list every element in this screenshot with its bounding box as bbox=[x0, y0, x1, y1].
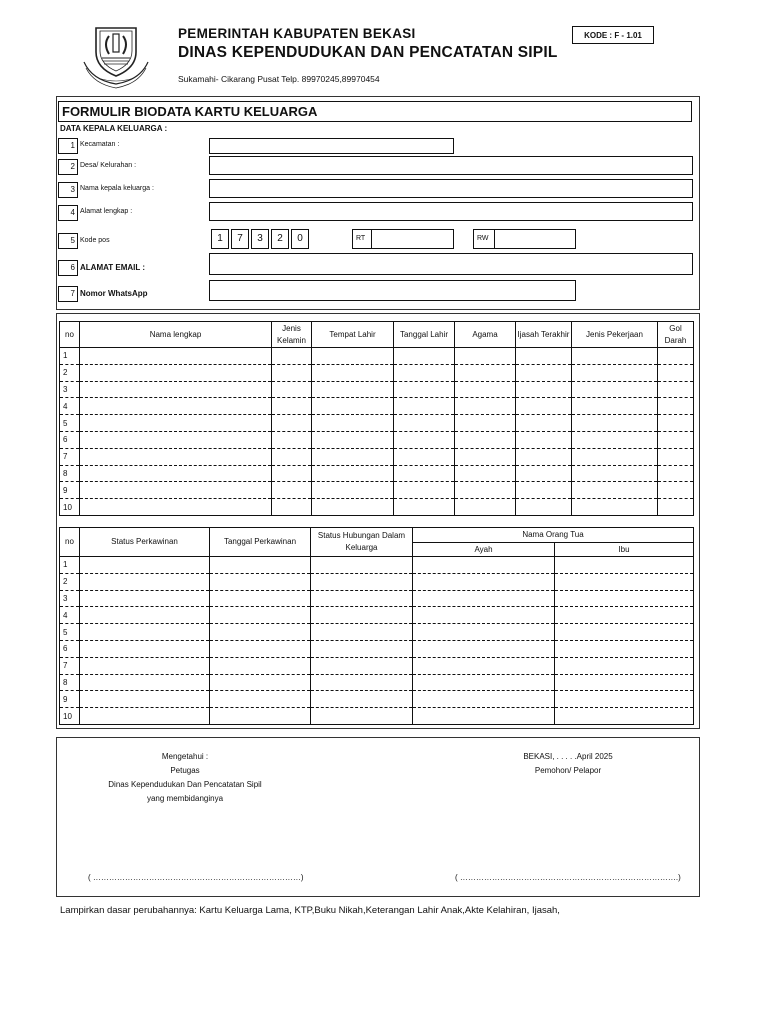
row-number: 6 bbox=[60, 431, 80, 448]
column-header: Gol Darah bbox=[658, 322, 694, 348]
table-cell[interactable] bbox=[658, 465, 694, 482]
form-title: FORMULIR BIODATA KARTU KELUARGA bbox=[58, 101, 692, 122]
form-code-badge: KODE : F - 1.01 bbox=[572, 26, 654, 44]
table-row bbox=[60, 573, 694, 590]
column-header: Tanggal Perkawinan bbox=[210, 528, 311, 557]
signature-line: Dinas Kependudukan Dan Pencatatan Sipil bbox=[108, 780, 262, 789]
column-header: no bbox=[60, 528, 80, 557]
column-header: Nama lengkap bbox=[80, 322, 272, 348]
row-number: 4 bbox=[60, 607, 80, 624]
table-cell[interactable] bbox=[394, 431, 455, 448]
table-cell[interactable] bbox=[555, 640, 694, 657]
rw-label: RW bbox=[473, 229, 495, 249]
table-cell[interactable] bbox=[80, 482, 272, 499]
table-cell[interactable] bbox=[272, 482, 312, 499]
table-row bbox=[60, 624, 694, 641]
table-cell[interactable] bbox=[394, 499, 455, 516]
table-cell[interactable] bbox=[413, 590, 555, 607]
field-number: 6 bbox=[58, 260, 78, 276]
applicant-name-line[interactable]: ( ……………………………………………………………………….) bbox=[455, 873, 681, 882]
table-cell[interactable] bbox=[455, 364, 516, 381]
table-row bbox=[60, 657, 694, 674]
nama-kepala-keluarga-label: Nama kepala keluarga : bbox=[80, 185, 154, 192]
table-cell[interactable] bbox=[572, 499, 658, 516]
table-row bbox=[60, 398, 694, 415]
table-row bbox=[60, 465, 694, 482]
table-cell[interactable] bbox=[80, 640, 210, 657]
table-cell[interactable] bbox=[413, 708, 555, 725]
table-cell[interactable] bbox=[272, 364, 312, 381]
postal-digit[interactable]: 3 bbox=[251, 229, 269, 249]
table-row bbox=[60, 415, 694, 432]
officer-signature-block bbox=[80, 750, 290, 806]
signature-line: BEKASI, . . . . .April 2025 bbox=[523, 752, 613, 761]
table-cell[interactable] bbox=[394, 348, 455, 365]
table-cell[interactable] bbox=[311, 607, 413, 624]
table-cell[interactable] bbox=[80, 674, 210, 691]
table-cell[interactable] bbox=[516, 465, 572, 482]
table-cell[interactable] bbox=[394, 415, 455, 432]
table-cell[interactable] bbox=[394, 398, 455, 415]
nomor-whatsapp-label: Nomor WhatsApp bbox=[80, 289, 148, 298]
table-cell[interactable] bbox=[311, 590, 413, 607]
row-number: 8 bbox=[60, 674, 80, 691]
row-number: 5 bbox=[60, 624, 80, 641]
table-cell[interactable] bbox=[413, 607, 555, 624]
table-cell[interactable] bbox=[572, 364, 658, 381]
table-cell[interactable] bbox=[394, 482, 455, 499]
row-number: 9 bbox=[60, 482, 80, 499]
kecamatan-input[interactable] bbox=[209, 138, 454, 154]
rt-input[interactable] bbox=[371, 229, 454, 249]
field-number: 2 bbox=[58, 159, 78, 175]
desa-kelurahan-label: Desa/ Kelurahan : bbox=[80, 162, 137, 169]
government-name: PEMERINTAH KABUPATEN BEKASI bbox=[178, 26, 416, 41]
table-cell[interactable] bbox=[455, 499, 516, 516]
row-number: 7 bbox=[60, 657, 80, 674]
table-row bbox=[60, 448, 694, 465]
column-header: Status Hubungan Dalam Keluarga bbox=[311, 528, 413, 557]
table-cell[interactable] bbox=[572, 431, 658, 448]
table-cell[interactable] bbox=[516, 364, 572, 381]
row-number: 1 bbox=[60, 557, 80, 574]
table-cell[interactable] bbox=[311, 691, 413, 708]
table-row bbox=[60, 381, 694, 398]
table-cell[interactable] bbox=[555, 557, 694, 574]
column-header: Status Perkawinan bbox=[80, 528, 210, 557]
alamat-lengkap-input[interactable] bbox=[209, 202, 693, 221]
table-cell[interactable] bbox=[555, 657, 694, 674]
row-number: 7 bbox=[60, 448, 80, 465]
kabupaten-bekasi-emblem-icon bbox=[76, 22, 156, 92]
alamat-email-label: ALAMAT EMAIL : bbox=[80, 263, 146, 272]
table-cell[interactable] bbox=[80, 624, 210, 641]
table-cell[interactable] bbox=[413, 674, 555, 691]
row-number: 2 bbox=[60, 573, 80, 590]
column-header: Nama Orang Tua bbox=[413, 528, 694, 543]
table-cell[interactable] bbox=[394, 448, 455, 465]
table-cell[interactable] bbox=[555, 607, 694, 624]
table-cell[interactable] bbox=[80, 348, 272, 365]
table-cell[interactable] bbox=[272, 431, 312, 448]
signature-line: yang membidanginya bbox=[146, 794, 224, 803]
table-cell[interactable] bbox=[572, 465, 658, 482]
table-cell[interactable] bbox=[516, 499, 572, 516]
kecamatan-label: Kecamatan : bbox=[80, 141, 120, 148]
table-cell[interactable] bbox=[658, 348, 694, 365]
column-header: Tanggal Lahir bbox=[394, 322, 455, 348]
table-cell[interactable] bbox=[312, 465, 394, 482]
table-cell[interactable] bbox=[80, 398, 272, 415]
table-row bbox=[60, 364, 694, 381]
table-cell[interactable] bbox=[80, 415, 272, 432]
field-number: 1 bbox=[58, 138, 78, 154]
table-cell[interactable] bbox=[272, 348, 312, 365]
table-cell[interactable] bbox=[80, 381, 272, 398]
table-cell[interactable] bbox=[80, 557, 210, 574]
column-subheader: Ibu bbox=[555, 543, 694, 557]
alamat-lengkap-label: Alamat lengkap : bbox=[80, 208, 133, 215]
table-cell[interactable] bbox=[658, 381, 694, 398]
table-cell[interactable] bbox=[80, 607, 210, 624]
table-row bbox=[60, 640, 694, 657]
table-cell[interactable] bbox=[210, 640, 311, 657]
table-cell[interactable] bbox=[658, 448, 694, 465]
table-cell[interactable] bbox=[455, 482, 516, 499]
column-header: no bbox=[60, 322, 80, 348]
table-cell[interactable] bbox=[413, 640, 555, 657]
table-row bbox=[60, 348, 694, 365]
table-row bbox=[60, 691, 694, 708]
family-members-table bbox=[59, 321, 694, 516]
table-cell[interactable] bbox=[210, 607, 311, 624]
column-header: Agama bbox=[455, 322, 516, 348]
table-cell[interactable] bbox=[394, 364, 455, 381]
table-cell[interactable] bbox=[516, 482, 572, 499]
table-cell[interactable] bbox=[572, 348, 658, 365]
table-cell[interactable] bbox=[312, 415, 394, 432]
signature-line: Pemohon/ Pelapor bbox=[534, 766, 602, 775]
table-cell[interactable] bbox=[658, 482, 694, 499]
table-cell[interactable] bbox=[516, 415, 572, 432]
table-cell[interactable] bbox=[516, 448, 572, 465]
table-cell[interactable] bbox=[572, 398, 658, 415]
table-cell[interactable] bbox=[80, 657, 210, 674]
table-row bbox=[60, 607, 694, 624]
table-cell[interactable] bbox=[413, 657, 555, 674]
row-number: 10 bbox=[60, 499, 80, 516]
table-cell[interactable] bbox=[658, 431, 694, 448]
table-cell[interactable] bbox=[455, 415, 516, 432]
table-cell[interactable] bbox=[311, 573, 413, 590]
table-cell[interactable] bbox=[312, 448, 394, 465]
table-cell[interactable] bbox=[80, 448, 272, 465]
marital-status-table bbox=[59, 527, 694, 725]
section-label: DATA KEPALA KELUARGA : bbox=[60, 124, 168, 133]
table-cell[interactable] bbox=[210, 624, 311, 641]
table-cell[interactable] bbox=[210, 691, 311, 708]
table-cell[interactable] bbox=[80, 465, 272, 482]
column-subheader: Ayah bbox=[413, 543, 555, 557]
table-cell[interactable] bbox=[516, 348, 572, 365]
table-cell[interactable] bbox=[80, 691, 210, 708]
row-number: 5 bbox=[60, 415, 80, 432]
table-row bbox=[60, 431, 694, 448]
column-header: Jenis Pekerjaan bbox=[572, 322, 658, 348]
row-number: 1 bbox=[60, 348, 80, 365]
table-row bbox=[60, 708, 694, 725]
rw-input[interactable] bbox=[494, 229, 576, 249]
table-cell[interactable] bbox=[272, 415, 312, 432]
table-cell[interactable] bbox=[311, 624, 413, 641]
table-cell[interactable] bbox=[455, 381, 516, 398]
postal-digit[interactable]: 7 bbox=[231, 229, 249, 249]
nama-kepala-keluarga-input[interactable] bbox=[209, 179, 693, 198]
row-number: 3 bbox=[60, 381, 80, 398]
table-cell[interactable] bbox=[555, 691, 694, 708]
row-number: 2 bbox=[60, 364, 80, 381]
table-cell[interactable] bbox=[413, 557, 555, 574]
table-cell[interactable] bbox=[210, 590, 311, 607]
signature-line: Mengetahui : bbox=[161, 752, 209, 761]
field-number: 3 bbox=[58, 182, 78, 198]
email-input[interactable] bbox=[209, 253, 693, 275]
table-cell[interactable] bbox=[516, 398, 572, 415]
signature-line: Petugas bbox=[170, 766, 200, 775]
field-number: 5 bbox=[58, 233, 78, 249]
attachment-note: Lampirkan dasar perubahannya: Kartu Keluarga Lama, KTP,Buku Nikah,Keterangan Lahir Anak,Akte Kelahiran, Ijasah, bbox=[60, 905, 560, 916]
table-row bbox=[60, 674, 694, 691]
column-header: Jenis Kelamin bbox=[272, 322, 312, 348]
agency-name: DINAS KEPENDUDUKAN DAN PENCATATAN SIPIL bbox=[178, 44, 558, 61]
table-cell[interactable] bbox=[80, 364, 272, 381]
row-number: 3 bbox=[60, 590, 80, 607]
row-number: 10 bbox=[60, 708, 80, 725]
table-cell[interactable] bbox=[572, 415, 658, 432]
table-cell[interactable] bbox=[80, 573, 210, 590]
table-cell[interactable] bbox=[413, 691, 555, 708]
table-cell[interactable] bbox=[210, 557, 311, 574]
table-cell[interactable] bbox=[312, 381, 394, 398]
table-cell[interactable] bbox=[413, 624, 555, 641]
table-cell[interactable] bbox=[311, 557, 413, 574]
row-number: 8 bbox=[60, 465, 80, 482]
row-number: 9 bbox=[60, 691, 80, 708]
officer-name-line[interactable]: ( ……………………………………………………………………) bbox=[88, 873, 304, 882]
table-cell[interactable] bbox=[658, 415, 694, 432]
column-header: Ijasah Terakhir bbox=[516, 322, 572, 348]
table-row bbox=[60, 590, 694, 607]
postal-digit[interactable]: 0 bbox=[291, 229, 309, 249]
table-cell[interactable] bbox=[80, 499, 272, 516]
table-cell[interactable] bbox=[272, 398, 312, 415]
table-cell[interactable] bbox=[572, 448, 658, 465]
postal-digit[interactable]: 2 bbox=[271, 229, 289, 249]
table-cell[interactable] bbox=[394, 381, 455, 398]
postal-digit[interactable]: 1 bbox=[211, 229, 229, 249]
table-cell[interactable] bbox=[455, 465, 516, 482]
table-cell[interactable] bbox=[312, 482, 394, 499]
row-number: 4 bbox=[60, 398, 80, 415]
table-cell[interactable] bbox=[312, 348, 394, 365]
desa-kelurahan-input[interactable] bbox=[209, 156, 693, 175]
applicant-signature-block bbox=[478, 750, 658, 778]
table-cell[interactable] bbox=[210, 674, 311, 691]
table-cell[interactable] bbox=[455, 448, 516, 465]
table-cell[interactable] bbox=[516, 431, 572, 448]
table-cell[interactable] bbox=[658, 364, 694, 381]
column-header: Tempat Lahir bbox=[312, 322, 394, 348]
table-cell[interactable] bbox=[555, 590, 694, 607]
table-cell[interactable] bbox=[555, 573, 694, 590]
table-cell[interactable] bbox=[210, 573, 311, 590]
table-cell[interactable] bbox=[311, 674, 413, 691]
table-row bbox=[60, 482, 694, 499]
table-cell[interactable] bbox=[272, 381, 312, 398]
field-number: 4 bbox=[58, 205, 78, 221]
table-cell[interactable] bbox=[658, 499, 694, 516]
table-cell[interactable] bbox=[272, 448, 312, 465]
table-cell[interactable] bbox=[455, 348, 516, 365]
table-cell[interactable] bbox=[312, 499, 394, 516]
table-cell[interactable] bbox=[210, 657, 311, 674]
table-cell[interactable] bbox=[311, 657, 413, 674]
table-cell[interactable] bbox=[272, 465, 312, 482]
table-cell[interactable] bbox=[311, 708, 413, 725]
table-cell[interactable] bbox=[394, 465, 455, 482]
table-cell[interactable] bbox=[572, 482, 658, 499]
kode-pos-label: Kode pos bbox=[80, 237, 110, 244]
table-cell[interactable] bbox=[80, 590, 210, 607]
table-cell[interactable] bbox=[455, 398, 516, 415]
table-cell[interactable] bbox=[312, 364, 394, 381]
table-cell[interactable] bbox=[555, 674, 694, 691]
table-cell[interactable] bbox=[272, 499, 312, 516]
table-row bbox=[60, 557, 694, 574]
table-cell[interactable] bbox=[312, 431, 394, 448]
row-number: 6 bbox=[60, 640, 80, 657]
table-cell[interactable] bbox=[210, 708, 311, 725]
table-cell[interactable] bbox=[413, 573, 555, 590]
table-cell[interactable] bbox=[312, 398, 394, 415]
table-cell[interactable] bbox=[516, 381, 572, 398]
table-row bbox=[60, 499, 694, 516]
table-cell[interactable] bbox=[658, 398, 694, 415]
table-cell[interactable] bbox=[80, 708, 210, 725]
table-cell[interactable] bbox=[555, 708, 694, 725]
agency-address: Sukamahi- Cikarang Pusat Telp. 89970245,89970454 bbox=[178, 74, 380, 84]
table-cell[interactable] bbox=[555, 624, 694, 641]
whatsapp-input[interactable] bbox=[209, 280, 576, 301]
field-number: 7 bbox=[58, 286, 78, 302]
table-cell[interactable] bbox=[80, 431, 272, 448]
rt-label: RT bbox=[352, 229, 372, 249]
table-cell[interactable] bbox=[455, 431, 516, 448]
table-cell[interactable] bbox=[572, 381, 658, 398]
table-cell[interactable] bbox=[311, 640, 413, 657]
